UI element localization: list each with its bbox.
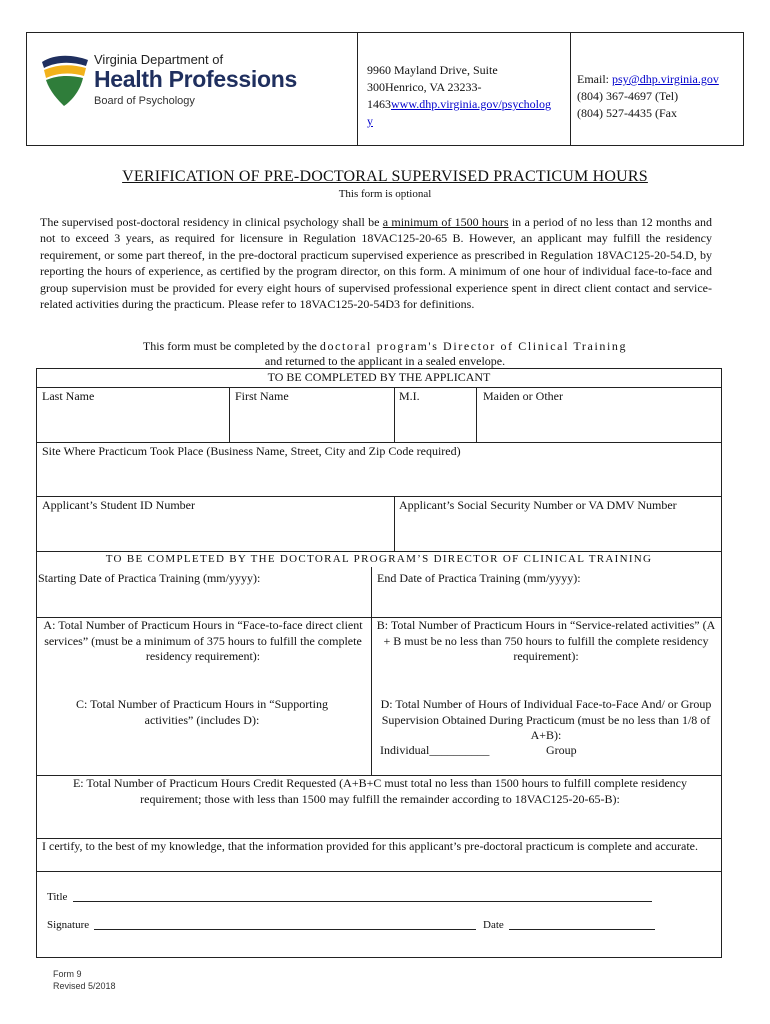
signature-box <box>36 872 722 958</box>
practicum-site-field[interactable]: Site Where Practicum Took Place (Business Name, Street, City and Zip Code required) <box>42 444 461 458</box>
form-number: Form 9 <box>53 969 82 979</box>
website-link-wrap[interactable]: y <box>367 114 373 128</box>
telephone: (804) 367-4697 (Tel) <box>577 89 679 103</box>
address-zip-suffix: 1463 <box>367 97 391 111</box>
address-line1: 9960 Mayland Drive, Suite <box>367 63 498 77</box>
minimum-hours: a minimum of 1500 hours <box>382 215 509 229</box>
date-input-line[interactable] <box>509 929 655 930</box>
page-title: VERIFICATION OF PRE-DOCTORAL SUPERVISED PRACTICUM HOURS <box>122 168 648 185</box>
signature-input-line[interactable] <box>94 929 476 930</box>
email-link[interactable]: psy@dhp.virginia.gov <box>612 72 719 86</box>
logo-emblem-icon <box>40 54 92 108</box>
page-subtitle: This form is optional <box>338 188 432 200</box>
header-divider <box>357 33 358 145</box>
contact-info <box>577 71 737 122</box>
group-supervision-field[interactable]: Group <box>546 743 577 757</box>
revision-date: Revised 5/2018 <box>53 981 116 991</box>
dhp-logo <box>40 48 320 114</box>
end-date-field[interactable]: End Date of Practica Training (mm/yyyy): <box>377 571 581 585</box>
address-line2: 300Henrico, VA 23233- <box>367 80 482 94</box>
logo-line3: Board of Psychology <box>94 95 195 107</box>
website-link[interactable]: www.dhp.virginia.gov/psycholog <box>391 97 551 111</box>
title-input-line[interactable] <box>73 901 652 902</box>
logo-line1: Virginia Department of <box>94 52 224 67</box>
start-date-field[interactable]: Starting Date of Practica Training (mm/yyyy): <box>38 571 261 585</box>
title-label: Title <box>47 891 68 903</box>
first-name-field[interactable]: First Name <box>235 389 289 403</box>
email-label: Email: <box>577 72 612 86</box>
director-instructions: This form must be completed by the doctoral program's Director of Clinical Training and returned to the applicant in a sealed envelope. <box>142 339 628 368</box>
date-label: Date <box>483 919 504 931</box>
signature-label: Signature <box>47 919 90 931</box>
logo-line2: Health Professions <box>94 66 297 92</box>
total-credit-requested-field[interactable]: E: Total Number of Practicum Hours Credit Requested (A+B+C must total no less than 1500 hours to fulfill complete residency requirement; those with less than 1500 may fulfill the remainder according to 18VAC125-20-65-B): <box>72 776 688 806</box>
face-to-face-hours-field[interactable]: A: Total Number of Practicum Hours in “Face-to-face direct client services” (must be a minimum of 375 hours to fulfill the complete residency requirement): <box>43 618 363 664</box>
ssn-field[interactable]: Applicant’s Social Security Number or VA DMV Number <box>399 498 677 512</box>
mailing-address <box>367 62 565 130</box>
last-name-field[interactable]: Last Name <box>42 389 95 403</box>
individual-supervision-field[interactable]: Individual__________ <box>380 743 490 757</box>
intro-paragraph: The supervised post-doctoral residency in clinical psychology shall be a minimum of 1500 hours in a period of no less than 12 months and not to exceed 3 years, as required for licensure in Regulation 18VAC125-20-65 B. However, an applicant may fulfill the residency requirement, or some part thereof, in the pre-doctoral practicum supervised experience as prescribed in Regulation 18VAC125-20-54.D, by reporting the hours of experience, as certified by the program director, on this form. A minimum of one hour of individual face-to-face and group supervision must be provided for every eight hours of supervised professional experience spent in direct client contact and service-related activities during the practicum. Please refer to 18VAC125-20-54D3 for definitions. <box>40 215 712 312</box>
supervision-hours-field[interactable]: D: Total Number of Hours of Individual Face-to-Face And/ or Group Supervision Obtained During Practicum (must be no less than 1/8 of A+B): <box>380 697 712 743</box>
certification-statement: I certify, to the best of my knowledge, that the information provided for this applicant’s pre-doctoral practicum is complete and accurate. <box>42 839 698 853</box>
maiden-name-field[interactable]: Maiden or Other <box>483 389 563 403</box>
student-id-field[interactable]: Applicant’s Student ID Number <box>42 498 195 512</box>
header-divider <box>570 33 571 145</box>
middle-initial-field[interactable]: M.I. <box>399 389 420 403</box>
applicant-section-heading: TO BE COMPLETED BY THE APPLICANT <box>267 370 491 384</box>
service-related-hours-field[interactable]: B: Total Number of Practicum Hours in “Service-related activities” (A + B must be no less than 750 hours to fulfill the complete residency requirement): <box>376 618 716 664</box>
fax: (804) 527-4435 (Fax <box>577 106 677 120</box>
supporting-hours-field[interactable]: C: Total Number of Practicum Hours in “Supporting activities” (includes D): <box>76 697 328 727</box>
director-section-heading: TO BE COMPLETED BY THE DOCTORAL PROGRAM’S DIRECTOR OF CLINICAL TRAINING <box>105 553 653 565</box>
